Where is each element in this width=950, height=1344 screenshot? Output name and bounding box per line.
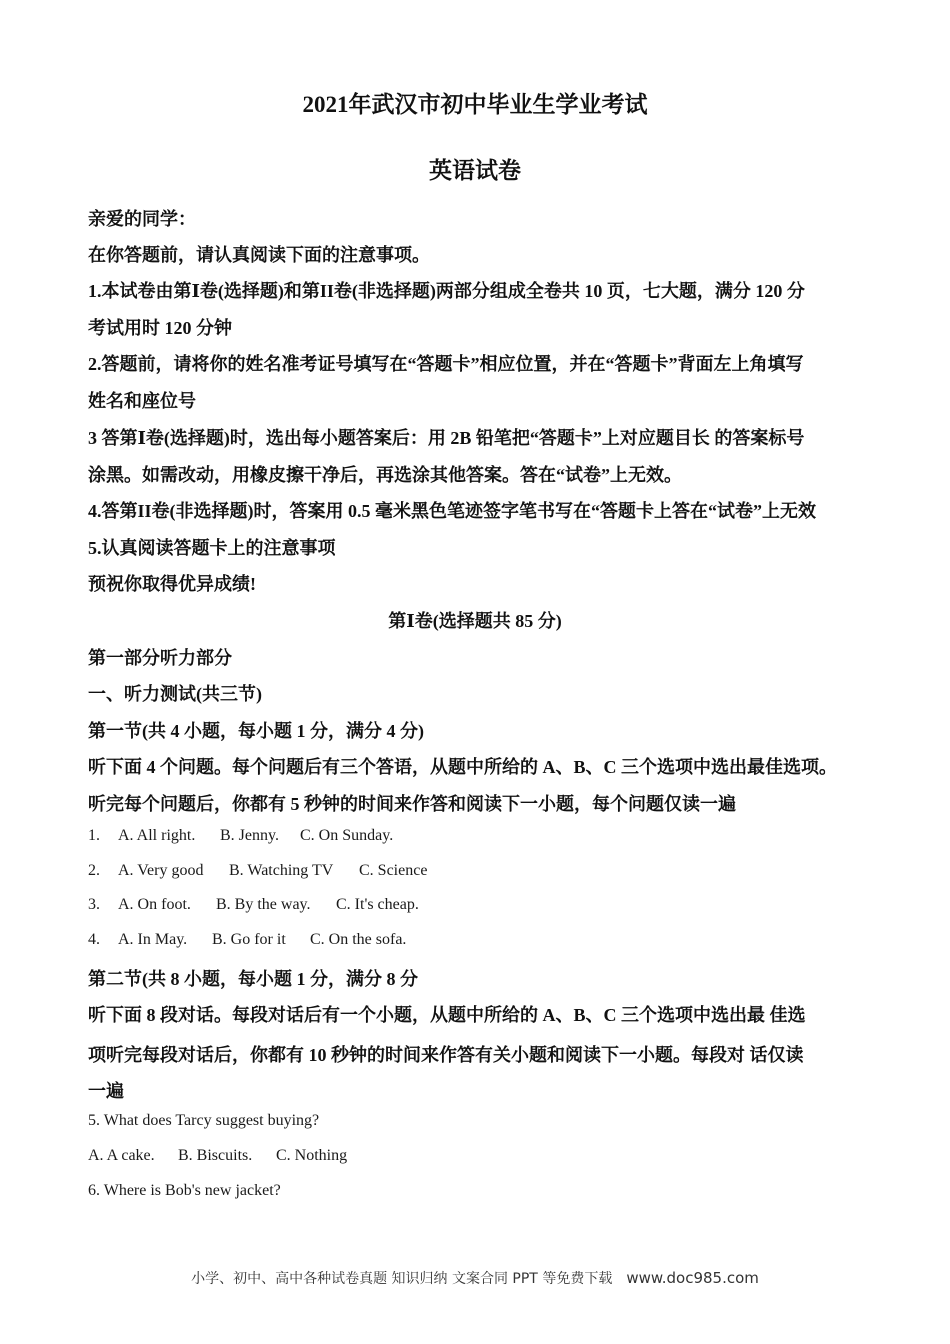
- volume-1-heading: 第Ⅰ卷(选择题共 85 分): [388, 611, 562, 631]
- question-number: 2.: [88, 862, 100, 879]
- question-5-options: [88, 1147, 347, 1165]
- part-1-heading: 第一部分听力部分: [88, 648, 232, 668]
- question-row: [88, 827, 393, 845]
- option-a: A. In May.: [118, 931, 188, 948]
- footer-link[interactable]: www.doc985.com: [626, 1269, 759, 1287]
- page-title: 2021年武汉市初中毕业生学业考试: [302, 92, 648, 117]
- option-c: C. On the sofa.: [310, 931, 407, 948]
- page-subtitle: 英语试卷: [429, 158, 521, 183]
- notice-item-2-line-1: 2.答题前，请将你的姓名准考证号填写在“答题卡”相应位置，并在“答题卡”背面左上角填写: [88, 354, 804, 374]
- subsection-1-instruction-line-1: 听下面 4 个问题。每个问题后有三个答语，从题中所给的 A、B、C 三个选项中选出最佳选项。: [88, 757, 837, 777]
- option-a: A. A cake.: [88, 1147, 155, 1164]
- notice-intro: 在你答题前，请认真阅读下面的注意事项。: [88, 245, 430, 265]
- question-number: 3.: [88, 896, 100, 913]
- option-a: A. Very good: [118, 862, 204, 879]
- option-a: A. All right.: [118, 827, 196, 844]
- subsection-1-heading: 第一节(共 4 小题，每小题 1 分，满分 4 分): [88, 721, 424, 741]
- option-c: C. Science: [359, 862, 428, 879]
- option-c: C. On Sunday.: [300, 827, 394, 844]
- question-number: 1.: [88, 827, 100, 844]
- notice-greeting: 亲爱的同学：: [88, 209, 196, 229]
- option-b: B. Jenny.: [220, 827, 279, 844]
- notice-item-3-line-1: 3 答第Ⅰ卷(选择题)时，选出每小题答案后：用 2B 铅笔把“答题卡”上对应题目长 的答案标号: [88, 428, 805, 448]
- section-heading: 一、听力测试(共三节): [88, 684, 262, 704]
- option-b: B. Watching TV: [229, 862, 334, 879]
- question-number: 4.: [88, 931, 100, 948]
- notice-item-5: 5.认真阅读答题卡上的注意事项: [88, 538, 336, 558]
- option-c: C. It's cheap.: [336, 896, 419, 913]
- notice-item-3-line-2: 涂黑。如需改动，用橡皮擦干净后，再选涂其他答案。答在“试卷”上无效。: [88, 465, 682, 485]
- option-b: B. Biscuits.: [178, 1147, 253, 1164]
- subsection-2-instruction-line-2: 项听完每段对话后，你都有 10 秒钟的时间来作答有关小题和阅读下一小题。每段对 话仅读: [88, 1045, 804, 1065]
- notice-item-1-line-2: 考试用时 120 分钟: [88, 318, 232, 338]
- question-row: [88, 931, 406, 949]
- question-6: 6. Where is Bob's new jacket?: [88, 1182, 281, 1199]
- subsection-1-instruction-line-2: 听完每个问题后，你都有 5 秒钟的时间来作答和阅读下一小题，每个问题仅读一遍: [88, 794, 736, 814]
- option-b: B. Go for it: [212, 931, 286, 948]
- footer: [0, 1268, 950, 1288]
- subsection-2-instruction-line-3: 一遍: [88, 1081, 124, 1101]
- notice-item-2-line-2: 姓名和座位号: [88, 391, 196, 411]
- option-b: B. By the way.: [216, 896, 311, 913]
- notice-item-1-line-1: 1.本试卷由第Ⅰ卷(选择题)和第II卷(非选择题)两部分组成全卷共 10 页，七大题，满分 120 分: [88, 281, 805, 301]
- subsection-2-heading: 第二节(共 8 小题，每小题 1 分，满分 8 分: [88, 969, 418, 989]
- question-row: [88, 862, 427, 880]
- footer-text: 小学、初中、高中各种试卷真题 知识归纳 文案合同 PPT 等免费下载: [191, 1271, 613, 1287]
- question-5: 5. What does Tarcy suggest buying?: [88, 1112, 320, 1129]
- question-row: [88, 896, 419, 914]
- notice-item-4: 4.答第II卷(非选择题)时，答案用 0.5 毫米黑色笔迹签字笔书写在“答题卡上答在“试卷”上无效: [88, 501, 816, 521]
- subsection-2-instruction-line-1: 听下面 8 段对话。每段对话后有一个小题，从题中所给的 A、B、C 三个选项中选出最 佳选: [88, 1005, 806, 1025]
- notice-wish: 预祝你取得优异成绩!: [88, 574, 256, 594]
- option-c: C. Nothing: [276, 1147, 348, 1164]
- option-a: A. On foot.: [118, 896, 191, 913]
